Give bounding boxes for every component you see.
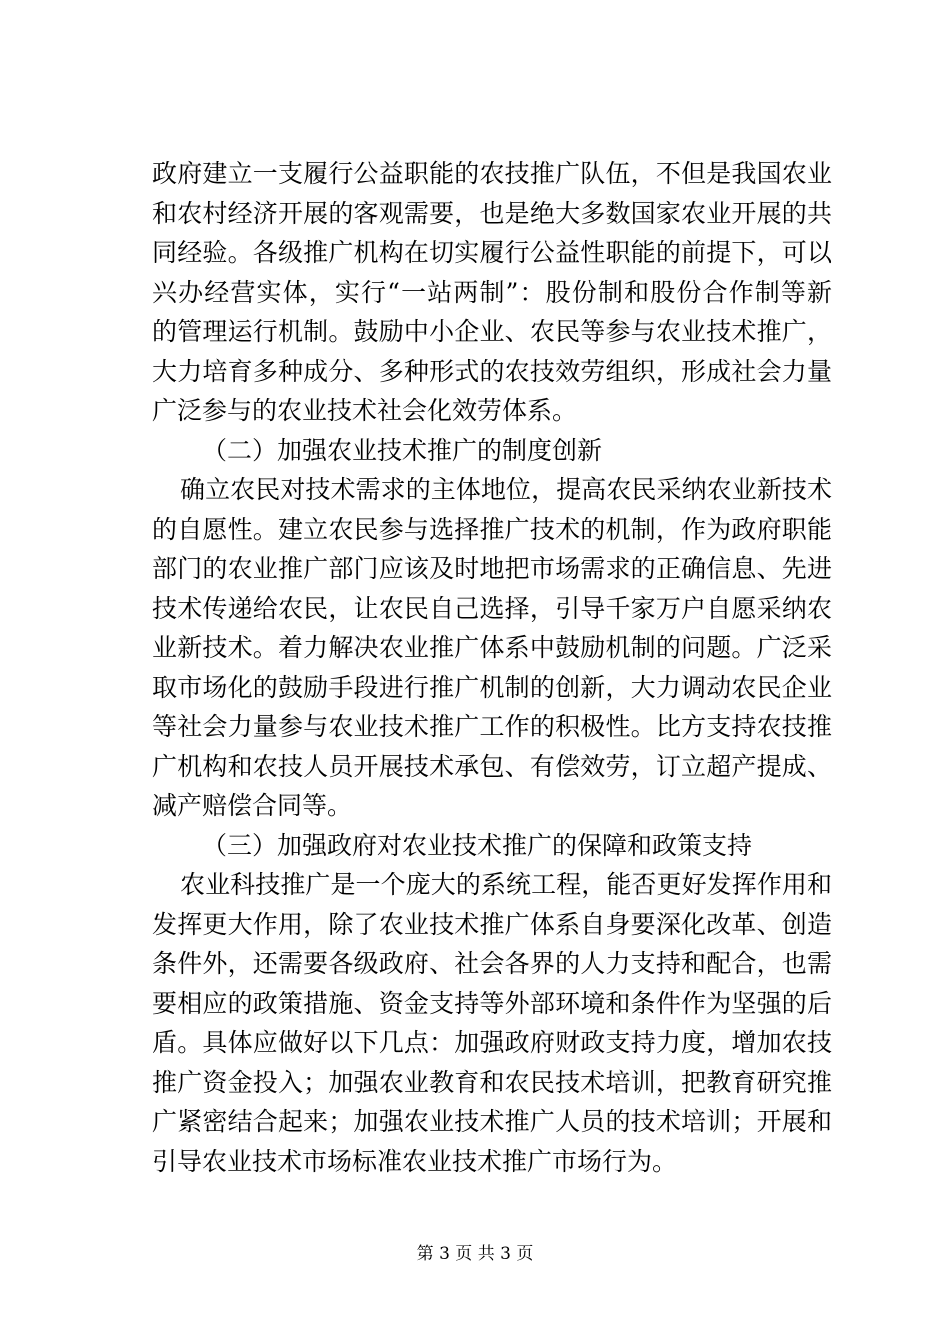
paragraph-line: 政府建立一支履行公益职能的农技推广队伍，不但是我国农业	[152, 159, 832, 188]
paragraph-line: 业新技术。着力解决农业推广体系中鼓励机制的问题。广泛采	[152, 633, 832, 662]
paragraph-line: 确立农民对技术需求的主体地位，提高农民采纳农业新技术	[180, 475, 832, 504]
paragraph-line: 同经验。各级推广机构在切实履行公益性职能的前提下，可以	[152, 238, 832, 267]
paragraph-line: 技术传递给农民，让农民自己选择，引导千家万户自愿采纳农	[152, 593, 832, 623]
section-heading-2: （二）加强农业技术推广的制度创新	[202, 435, 603, 465]
paragraph-line: 广泛参与的农业技术社会化效劳体系。	[152, 396, 578, 425]
paragraph-3	[152, 865, 832, 1181]
section-heading-3: （三）加强政府对农业技术推广的保障和政策支持	[202, 830, 753, 860]
paragraph-line: 和农村经济开展的客观需要，也是绝大多数国家农业开展的共	[152, 198, 832, 228]
paragraph-line: 减产赔偿合同等。	[152, 791, 353, 820]
paragraph-line: 发挥更大作用，除了农业技术推广体系自身要深化改革、创造	[152, 909, 832, 939]
paragraph-1	[152, 154, 832, 431]
paragraph-line: 要相应的政策措施、资金支持等外部环境和条件作为坚强的后	[152, 988, 832, 1018]
paragraph-line: 广机构和农技人员开展技术承包、有偿效劳，订立超产提成、	[152, 751, 832, 781]
paragraph-line: 盾。具体应做好以下几点：加强政府财政支持力度，增加农技	[152, 1028, 832, 1057]
page-number-footer: 第 3 页 共 3 页	[416, 1244, 534, 1264]
paragraph-line: 兴办经营实体，实行“一站两制”：股份制和股份合作制等新	[152, 277, 832, 307]
paragraph-line: 的管理运行机制。鼓励中小企业、农民等参与农业技术推广，	[152, 317, 832, 346]
paragraph-line: 取市场化的鼓励手段进行推广机制的创新，大力调动农民企业	[152, 672, 832, 702]
paragraph-line: 农业科技推广是一个庞大的系统工程，能否更好发挥作用和	[180, 870, 832, 899]
paragraph-line: 大力培育多种成分、多种形式的农技效劳组织，形成社会力量	[152, 356, 832, 386]
document-body	[152, 154, 832, 1181]
paragraph-2	[152, 470, 832, 826]
paragraph-line: 部门的农业推广部门应该及时地把市场需求的正确信息、先进	[152, 554, 832, 583]
paragraph-line: 广紧密结合起来；加强农业技术推广人员的技术培训；开展和	[152, 1107, 832, 1136]
paragraph-line: 引导农业技术市场标准农业技术推广市场行为。	[152, 1146, 678, 1176]
paragraph-line: 的自愿性。建立农民参与选择推广技术的机制，作为政府职能	[152, 514, 832, 544]
paragraph-line: 条件外，还需要各级政府、社会各界的人力支持和配合，也需	[152, 949, 832, 978]
paragraph-line: 推广资金投入；加强农业教育和农民技术培训，把教育研究推	[152, 1067, 832, 1097]
paragraph-line: 等社会力量参与农业技术推广工作的积极性。比方支持农技推	[152, 712, 832, 741]
